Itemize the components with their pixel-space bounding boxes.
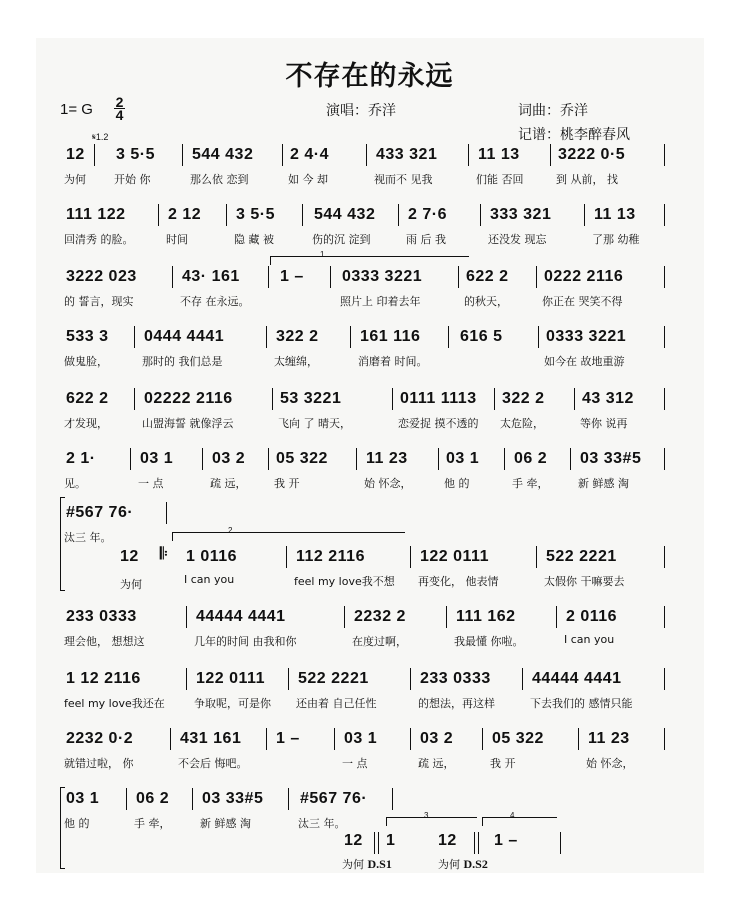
measure-lyric: 你正在 哭笑不得 xyxy=(542,295,623,308)
measure-notes: 06 2 xyxy=(136,790,170,807)
barline xyxy=(536,546,537,568)
barline xyxy=(570,448,571,470)
final-barline xyxy=(560,832,561,854)
measure-lyric: 一 点 xyxy=(342,757,368,770)
barline xyxy=(288,788,289,810)
system-bracket-end xyxy=(60,787,65,869)
barline xyxy=(536,266,537,288)
measure-notes: 2 7·6 xyxy=(408,206,447,223)
repeat-barline-2 xyxy=(474,832,475,854)
measure-notes: 02222 2116 xyxy=(144,390,233,407)
measure-notes: 0444 4441 xyxy=(144,328,225,345)
measure-lyric: 汰三 年。 xyxy=(298,817,346,830)
measure-notes: 03 33#5 xyxy=(202,790,264,807)
measure-notes: 0333 3221 xyxy=(342,268,423,285)
barline xyxy=(398,204,399,226)
ending-notes-12a: 12 xyxy=(344,832,363,849)
measure-notes: 11 23 xyxy=(588,730,630,747)
composer-credit: 词曲：乔洋 xyxy=(518,103,588,119)
measure-lyric: 的秋天， xyxy=(464,295,508,308)
measure-lyric: 如今在 故地重游 xyxy=(544,355,625,368)
barline xyxy=(286,546,287,568)
barline xyxy=(504,448,505,470)
ds1-mark: D.S1 xyxy=(367,857,392,871)
measure-lyric: 我 开 xyxy=(490,757,516,770)
measure-notes: 03 1 xyxy=(140,450,174,467)
barline xyxy=(366,144,367,166)
time-signature xyxy=(114,96,125,121)
measure-notes: 111 162 xyxy=(456,608,516,625)
measure-lyric: 再变化， 他表情 xyxy=(418,575,499,588)
barline xyxy=(126,788,127,810)
measure-notes: 544 432 xyxy=(192,146,254,163)
barline xyxy=(410,668,411,690)
measure-notes: #567 76· xyxy=(300,790,368,807)
measure-notes: 53 3221 xyxy=(280,390,342,407)
barline xyxy=(356,448,357,470)
barline xyxy=(186,668,187,690)
measure-lyric: 隐 藏 被 xyxy=(234,233,274,246)
measure-lyric: 如 今 却 xyxy=(288,173,328,186)
measure-lyric: 恋爱捉 摸不透的 xyxy=(398,417,479,430)
measure-lyric: 到 从前， 找 xyxy=(556,173,618,186)
measure-notes: 233 0333 xyxy=(66,608,137,625)
barline xyxy=(494,388,495,410)
measure-notes: 2 1· xyxy=(66,450,96,467)
barline xyxy=(664,728,665,750)
barline xyxy=(182,144,183,166)
measure-lyric: 始 怀念， xyxy=(586,757,634,770)
barline xyxy=(438,448,439,470)
barline xyxy=(334,728,335,750)
volta-number-2: 2 xyxy=(228,526,233,535)
measure-notes: 0333 3221 xyxy=(546,328,627,345)
measure-lyric: 的 誓言，现实 xyxy=(64,295,134,308)
measure-notes: 433 321 xyxy=(376,146,438,163)
barline xyxy=(166,502,167,524)
volta-bracket-4 xyxy=(482,817,557,826)
barline xyxy=(158,204,159,226)
measure-notes: 43· 161 xyxy=(182,268,240,285)
ending-notes-1: 1 xyxy=(386,832,396,849)
measure-lyric: 新 鲜感 淘 xyxy=(578,477,629,490)
measure-notes: 03 2 xyxy=(212,450,246,467)
barline xyxy=(664,204,665,226)
barline xyxy=(664,388,665,410)
time-signature-bottom: 4 xyxy=(115,107,124,123)
volta-number-1: 1 xyxy=(320,250,325,259)
volta-number-3: 3 xyxy=(424,811,429,820)
measure-notes: #567 76· xyxy=(66,504,134,521)
measure-lyric: 还没发 现忘 xyxy=(488,233,547,246)
barline xyxy=(664,546,665,568)
measure-notes: 43 312 xyxy=(582,390,634,407)
measure-notes: 03 1 xyxy=(344,730,378,747)
measure-notes: 533 3 xyxy=(66,328,109,345)
measure-notes: 1 – xyxy=(280,268,304,285)
ending-lyric-2: 为何 D.S2 xyxy=(438,857,488,871)
measure-notes: 616 5 xyxy=(460,328,503,345)
singer-credit: 演唱：乔洋 xyxy=(326,103,396,119)
barline xyxy=(550,144,551,166)
measure-notes: 03 1 xyxy=(66,790,100,807)
measure-lyric: feel my love我不想 xyxy=(294,575,395,588)
measure-lyric: 的想法，再这样 xyxy=(418,697,495,710)
barline xyxy=(574,388,575,410)
time-signature-top: 2 xyxy=(115,94,124,110)
barline xyxy=(410,728,411,750)
measure-lyric: 那么依 恋到 xyxy=(190,173,249,186)
measure-lyric: 我最懂 你啦。 xyxy=(454,635,524,648)
measure-lyric: 了那 幼稚 xyxy=(592,233,640,246)
barline xyxy=(664,448,665,470)
barline xyxy=(664,266,665,288)
volta-bracket-2 xyxy=(172,532,405,541)
measure-notes: 11 23 xyxy=(366,450,408,467)
measure-lyric: 飞向 了 晴天， xyxy=(278,417,351,430)
measure-lyric: 才发现， xyxy=(64,417,108,430)
ending-notes-1dash: 1 – xyxy=(494,832,518,849)
barline xyxy=(480,204,481,226)
measure-lyric: 几年的时间 由我和你 xyxy=(194,635,297,648)
measure-lyric: 雨 后 我 xyxy=(406,233,446,246)
measure-notes: 11 13 xyxy=(594,206,636,223)
barline xyxy=(170,728,171,750)
barline xyxy=(226,204,227,226)
measure-notes: 322 2 xyxy=(502,390,545,407)
measure-lyric: 下去我们的 感情只能 xyxy=(530,697,633,710)
measure-lyric: 伤的沉 淀到 xyxy=(312,233,371,246)
measure-notes: 333 321 xyxy=(490,206,552,223)
barline xyxy=(350,326,351,348)
measure-lyric: 山盟海誓 就像浮云 xyxy=(142,417,234,430)
measure-lyric: 时间 xyxy=(166,233,188,246)
measure-lyric: 做鬼脸， xyxy=(64,355,108,368)
measure-lyric: 回清秀 的脸。 xyxy=(64,233,134,246)
measure-lyric: 就错过啦， 你 xyxy=(64,757,134,770)
barline xyxy=(192,788,193,810)
barline xyxy=(578,728,579,750)
measure-notes: 44444 4441 xyxy=(532,670,622,687)
barline xyxy=(268,448,269,470)
repeat-barline-2b xyxy=(478,832,479,854)
barline xyxy=(556,606,557,628)
measure-lyric: 见。 xyxy=(64,477,86,490)
barline xyxy=(664,144,665,166)
segno-mark: 𝄋1.2 xyxy=(92,132,109,142)
measure-notes: 233 0333 xyxy=(420,670,491,687)
measure-notes: 0111 1113 xyxy=(400,390,477,407)
barline xyxy=(302,204,303,226)
measure-notes: 3 5·5 xyxy=(116,146,155,163)
measure-notes: 622 2 xyxy=(466,268,509,285)
measure-notes: 0222 2116 xyxy=(544,268,624,285)
measure-lyric: 手 牵， xyxy=(134,817,171,830)
measure-notes: 03 1 xyxy=(446,450,480,467)
barline xyxy=(584,204,585,226)
barline xyxy=(458,266,459,288)
barline xyxy=(522,668,523,690)
measure-notes: 622 2 xyxy=(66,390,109,407)
measure-lyric: 开始 你 xyxy=(114,173,151,186)
measure-lyric: 还由着 自己任性 xyxy=(296,697,377,710)
measure-notes: 544 432 xyxy=(314,206,376,223)
measure-lyric: 手 牵， xyxy=(512,477,549,490)
measure-notes: 2232 0·2 xyxy=(66,730,134,747)
measure-lyric: 不存 在永远。 xyxy=(180,295,250,308)
barline xyxy=(344,606,345,628)
song-title: 不存在的永远 xyxy=(285,61,454,92)
measure-lyric: I can you xyxy=(184,573,235,586)
barline xyxy=(664,668,665,690)
measure-notes: 161 116 xyxy=(360,328,421,345)
measure-lyric: 视而不 见我 xyxy=(374,173,433,186)
barline xyxy=(272,388,273,410)
measure-lyric: 他 的 xyxy=(64,817,90,830)
measure-notes: 3 5·5 xyxy=(236,206,275,223)
measure-lyric: 新 鲜感 淘 xyxy=(200,817,251,830)
barline xyxy=(664,606,665,628)
barline xyxy=(664,326,665,348)
measure-lyric: 在度过啊， xyxy=(352,635,407,648)
repeat-barline-thin xyxy=(378,832,379,854)
measure-notes: 522 2221 xyxy=(546,548,617,565)
measure-notes: 12 xyxy=(66,146,85,163)
measure-notes: 11 13 xyxy=(478,146,520,163)
transcriber-credit: 记谱：桃李醉春风 xyxy=(518,127,630,143)
measure-lyric: 为何 xyxy=(64,173,86,186)
measure-lyric: 太缠绵， xyxy=(274,355,318,368)
measure-notes: 1 – xyxy=(276,730,300,747)
barline xyxy=(186,606,187,628)
barline xyxy=(134,388,135,410)
measure-lyric: 们能 否回 xyxy=(476,173,524,186)
measure-lyric: 我 开 xyxy=(274,477,300,490)
barline xyxy=(446,606,447,628)
ending-notes-12b: 12 xyxy=(438,832,457,849)
measure-notes: 1 12 2116 xyxy=(66,670,141,687)
measure-lyric: 始 怀念， xyxy=(364,477,412,490)
measure-notes: 2 12 xyxy=(168,206,202,223)
barline xyxy=(448,326,449,348)
measure-notes: 122 0111 xyxy=(196,670,265,687)
measure-notes: 03 2 xyxy=(420,730,454,747)
measure-lyric: 争取呢，可是你 xyxy=(194,697,271,710)
measure-lyric: 不会后 悔吧。 xyxy=(178,757,248,770)
measure-lyric: 他 的 xyxy=(444,477,470,490)
measure-lyric: feel my love我还在 xyxy=(64,697,165,710)
measure-notes: 322 2 xyxy=(276,328,319,345)
measure-lyric: 疏 远， xyxy=(418,757,455,770)
barline xyxy=(330,266,331,288)
ds2-mark: D.S2 xyxy=(463,857,488,871)
barline xyxy=(134,326,135,348)
measure-lyric: 一 点 xyxy=(138,477,164,490)
barline xyxy=(266,326,267,348)
measure-notes: 122 0111 xyxy=(420,548,489,565)
volta-bracket-3 xyxy=(386,817,477,826)
measure-notes: 05 322 xyxy=(276,450,328,467)
measure-notes: 431 161 xyxy=(180,730,242,747)
measure-notes: 111 122 xyxy=(66,206,126,223)
barline xyxy=(288,668,289,690)
barline xyxy=(410,546,411,568)
measure-notes: 2 4·4 xyxy=(290,146,329,163)
measure-lyric: 疏 远， xyxy=(210,477,247,490)
measure-lyric: 消磨着 时间。 xyxy=(358,355,428,368)
measure-lyric: 太危险， xyxy=(500,417,544,430)
measure-lyric: 汰三 年。 xyxy=(64,531,112,544)
measure-lyric: 那时的 我们总是 xyxy=(142,355,223,368)
barline xyxy=(282,144,283,166)
repeat-barline xyxy=(374,832,375,854)
measure-notes: 522 2221 xyxy=(298,670,369,687)
barline xyxy=(130,448,131,470)
barline xyxy=(202,448,203,470)
barline xyxy=(172,266,173,288)
measure-notes: 44444 4441 xyxy=(196,608,286,625)
barline xyxy=(266,728,267,750)
pickup-notes: 12 xyxy=(120,548,139,565)
measure-notes: 2 0116 xyxy=(566,608,618,625)
pickup-lyric: 为何 xyxy=(120,578,142,591)
volta-bracket-1 xyxy=(270,256,469,265)
measure-lyric: 太假你 干嘛要去 xyxy=(544,575,625,588)
measure-notes: 1 0116 xyxy=(186,548,238,565)
repeat-start-sign: 𝄆 xyxy=(160,546,169,563)
key-signature: 1= G xyxy=(60,101,93,118)
measure-lyric: 照片上 印着去年 xyxy=(340,295,421,308)
barline xyxy=(268,266,269,288)
barline xyxy=(392,788,393,810)
measure-notes: 05 322 xyxy=(492,730,544,747)
measure-lyric: 理会他， 想想这 xyxy=(64,635,145,648)
barline xyxy=(482,728,483,750)
measure-notes: 3222 023 xyxy=(66,268,137,285)
measure-notes: 3222 0·5 xyxy=(558,146,626,163)
measure-notes: 03 33#5 xyxy=(580,450,642,467)
barline xyxy=(94,144,95,166)
ending-lyric-1: 为何 D.S1 xyxy=(342,857,392,871)
measure-notes: 112 2116 xyxy=(296,548,365,565)
measure-lyric: 等你 说再 xyxy=(580,417,628,430)
barline xyxy=(468,144,469,166)
barline xyxy=(392,388,393,410)
measure-notes: 2232 2 xyxy=(354,608,406,625)
measure-notes: 06 2 xyxy=(514,450,548,467)
measure-lyric: I can you xyxy=(564,633,615,646)
barline xyxy=(538,326,539,348)
volta-number-4: 4 xyxy=(510,811,515,820)
system-bracket xyxy=(60,497,65,591)
